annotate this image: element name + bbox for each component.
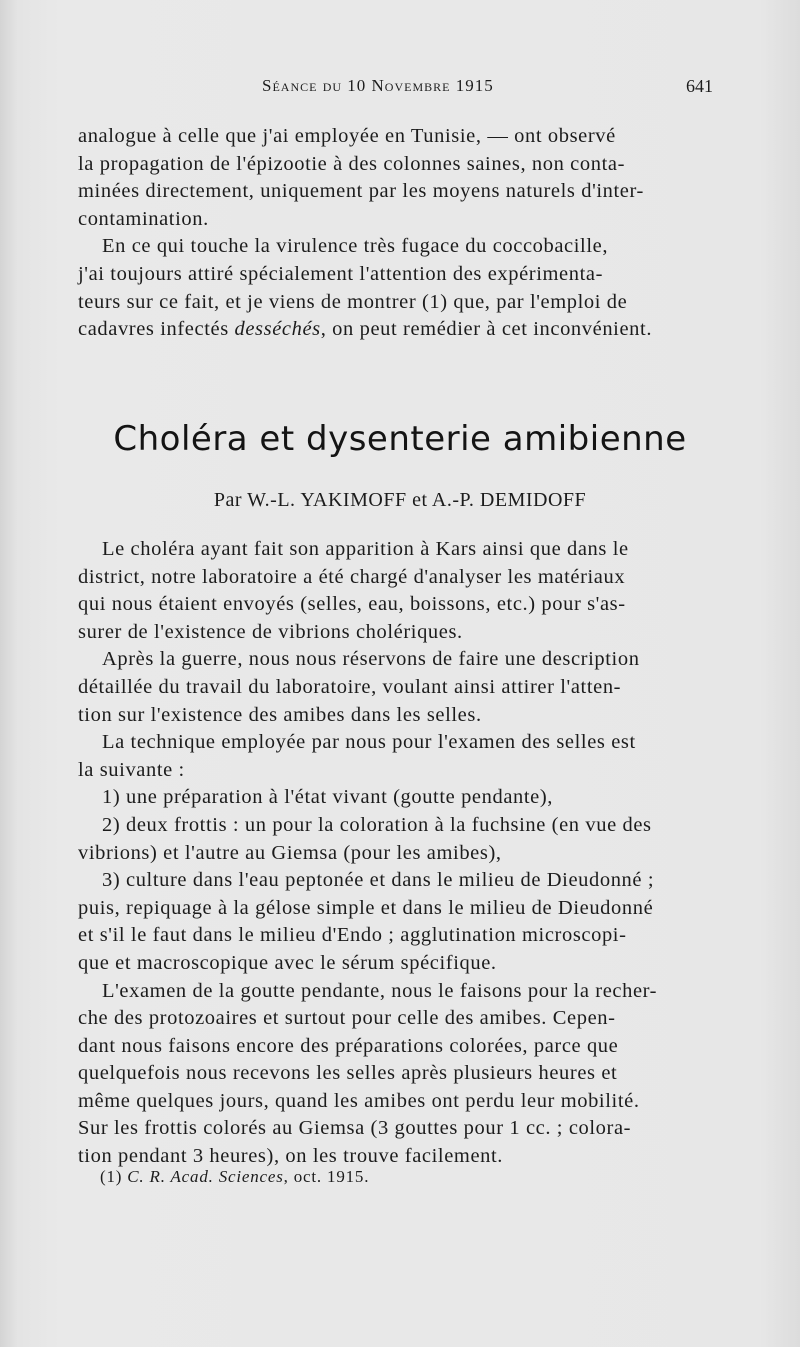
footnote-journal: C. R. Acad. Sciences [127,1167,284,1186]
text-line: L'examen de la goutte pendante, nous le faisons pour la recher- [102,979,658,1002]
footnote [100,1167,369,1187]
text-line: quelquefois nous recevons les selles après plusieurs heures et [78,1062,618,1085]
paragraph-examination [78,978,724,1171]
page-header [0,74,800,104]
text-line: analogue à celle que j'ai employée en Tunisie, — ont observé [78,125,616,147]
paragraph-virulence-last-start: cadavres infectés [78,318,235,341]
text-line: En ce qui touche la virulence très fugace du coccobacille, [102,235,609,258]
text-line: La technique employée par nous pour l'examen des selles est [102,731,636,754]
text-line: la propagation de l'épizootie à des colonnes saines, non conta- [78,152,625,175]
text-line: qui nous étaient envoyés (selles, eau, boissons, etc.) pour s'as- [78,593,626,616]
text-line: vibrions) et l'autre au Giemsa (pour les amibes), [78,841,502,864]
paragraph-intro [78,536,724,646]
paragraph-after-war [78,646,724,729]
text-line: contamination. [78,207,209,230]
text-line: détaillée du travail du laboratoire, voulant ainsi attirer l'atten- [78,675,622,698]
article-byline: Par W.-L. YAKIMOFF et A.-P. DEMIDOFF [213,489,587,511]
text-line: tion pendant 3 heures), on les trouve facilement. [78,1145,504,1168]
paragraph-virulence-lines [78,235,627,312]
running-head: Séance du 10 Novembre 1915 [262,76,494,95]
footnote-marker: (1) [100,1167,128,1186]
paragraph-technique [78,729,724,784]
continued-text-block [78,123,724,344]
text-line: puis, repiquage à la gélose simple et dans le milieu de Dieudonné [78,896,654,919]
paragraph-virulence [78,233,724,343]
text-line: Après la guerre, nous nous réservons de faire une description [102,648,640,671]
article-title: Choléra et dysenterie amibienne [113,419,687,459]
text-line: tion sur l'existence des amibes dans les selles. [78,703,482,726]
text-line: teurs sur ce fait, et je viens de montrer (1) que, par l'emploi de [78,290,628,313]
text-line: la suivante : [78,758,185,781]
text-line: district, notre laboratoire a été chargé d'analyser les matériaux [78,565,626,588]
text-line: que et macroscopique avec le sérum spécifique. [78,951,497,974]
list-item-3 [78,867,724,977]
list-item-1 [78,784,724,812]
text-line: même quelques jours, quand les amibes ont perdu leur mobilité. [78,1089,640,1112]
footnote-date: , oct. 1915. [283,1167,370,1186]
text-line: dant nous faisons encore des préparations colorées, parce que [78,1034,619,1057]
text-line: minées directement, uniquement par les moyens naturels d'inter- [78,180,644,203]
text-line: 3) culture dans l'eau peptonée et dans le milieu de Dieudonné ; [102,869,655,892]
article-body [78,536,724,1171]
text-line: 2) deux frottis : un pour la coloration à la fuchsine (en vue des [102,813,652,836]
text-line: j'ai toujours attiré spécialement l'attention des expérimenta- [78,262,604,285]
text-line: Le choléra ayant fait son apparition à Kars ainsi que dans le [102,538,629,560]
page-number: 641 [686,76,713,96]
italic-word: desséchés [234,318,321,341]
text-line: et s'il le faut dans le milieu d'Endo ; agglutination microscopi- [78,924,627,947]
list-item-2 [78,812,724,867]
text-line: 1) une préparation à l'état vivant (goutte pendante), [102,786,554,809]
text-line: Sur les frottis colorés au Giemsa (3 gouttes pour 1 cc. ; colora- [78,1117,632,1140]
text-line: che des protozoaires et surtout pour celle des amibes. Cepen- [78,1007,616,1030]
paragraph-virulence-last-end: , on peut remédier à cet inconvénient. [320,318,653,341]
paragraph-continuation [78,123,724,233]
text-line: surer de l'existence de vibrions cholériques. [78,620,463,643]
